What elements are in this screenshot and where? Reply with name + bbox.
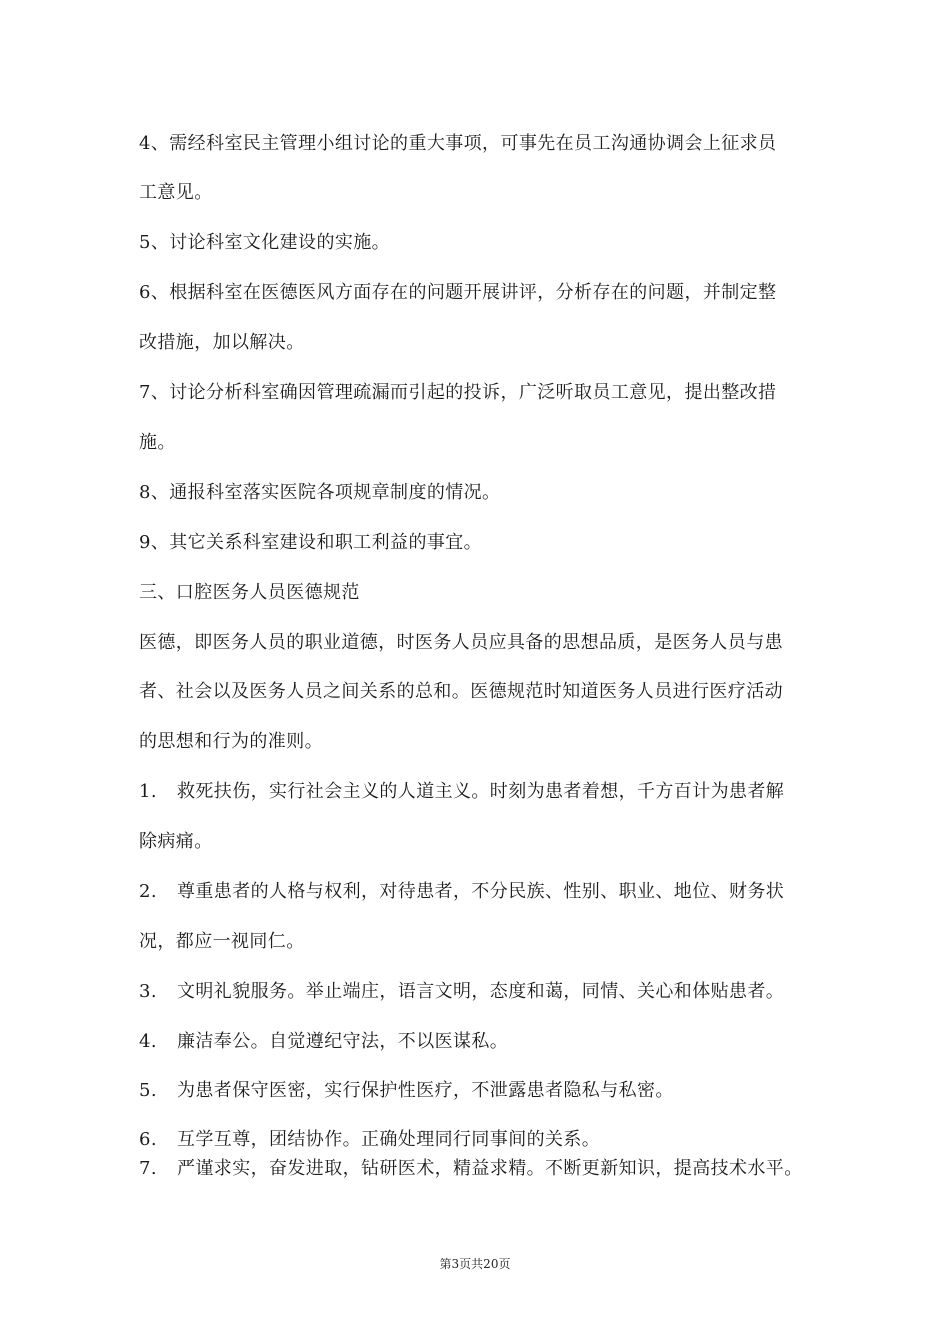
- list-item-text: 互学互尊，团结协作。正确处理同行同事间的关系。: [177, 1129, 601, 1150]
- paragraph-line: 者、社会以及医务人员之间关系的总和。医德规范时知道医务人员进行医疗活动: [139, 681, 783, 702]
- list-item-number: 6.: [139, 1129, 157, 1150]
- section-heading: 三、口腔医务人员医德规范: [139, 582, 360, 603]
- list-item-number: 1.: [139, 781, 157, 802]
- paragraph-line: 医德，即医务人员的职业道德，时医务人员应具备的思想品质，是医务人员与患: [139, 632, 783, 653]
- list-item-text: 况，都应一视同仁。: [139, 931, 305, 952]
- paragraph-line: 5、讨论科室文化建设的实施。: [139, 232, 391, 253]
- list-item: [139, 1157, 839, 1181]
- list-item-text: 尊重患者的人格与权利，对待患者，不分民族、性别、职业、地位、财务状: [177, 881, 785, 902]
- list-item-text: 严谨求实，奋发进取，钻研医术，精益求精。不断更新知识，提高技术水平。: [177, 1158, 803, 1179]
- list-item: [139, 780, 839, 804]
- list-item: [139, 1128, 839, 1152]
- list-item-number: 7.: [139, 1158, 157, 1179]
- paragraph-line: 6、根据科室在医德医风方面存在的问题开展讲评，分析存在的问题，并制定整: [139, 282, 777, 303]
- list-item-number: 4.: [139, 1031, 157, 1052]
- list-item-number: 3.: [139, 981, 157, 1002]
- list-item-text: 救死扶伤，实行社会主义的人道主义。时刻为患者着想，千方百计为患者解: [177, 781, 785, 802]
- list-item: [139, 930, 839, 954]
- list-item: [139, 1030, 839, 1054]
- list-item: [139, 880, 839, 904]
- paragraph-line: 工意见。: [139, 182, 213, 203]
- list-item: [139, 980, 839, 1004]
- paragraph-line: 4、需经科室民主管理小组讨论的重大事项，可事先在员工沟通协调会上征求员: [139, 133, 777, 154]
- paragraph-line: 9、其它关系科室建设和职工利益的事宜。: [139, 532, 483, 553]
- page-number-footer: 第3页共20页: [439, 1257, 511, 1271]
- list-item-text: 廉洁奉公。自觉遵纪守法，不以医谋私。: [177, 1031, 509, 1052]
- paragraph-line: 7、讨论分析科室确因管理疏漏而引起的投诉，广泛听取员工意见，提出整改措: [139, 382, 777, 403]
- list-item: [139, 1079, 839, 1103]
- paragraph-line: 施。: [139, 432, 176, 453]
- list-item-text: 为患者保守医密，实行保护性医疗，不泄露患者隐私与私密。: [177, 1080, 674, 1101]
- list-item-text: 除病痛。: [139, 831, 213, 852]
- list-item-number: 2.: [139, 881, 157, 902]
- paragraph-line: 8、通报科室落实医院各项规章制度的情况。: [139, 482, 501, 503]
- paragraph-line: 的思想和行为的准则。: [139, 731, 323, 752]
- list-item-text: 文明礼貌服务。举止端庄，语言文明，态度和蔼，同情、关心和体贴患者。: [177, 981, 785, 1002]
- list-item-number: 5.: [139, 1080, 157, 1101]
- paragraph-line: 改措施，加以解决。: [139, 332, 305, 353]
- list-item: [139, 830, 839, 854]
